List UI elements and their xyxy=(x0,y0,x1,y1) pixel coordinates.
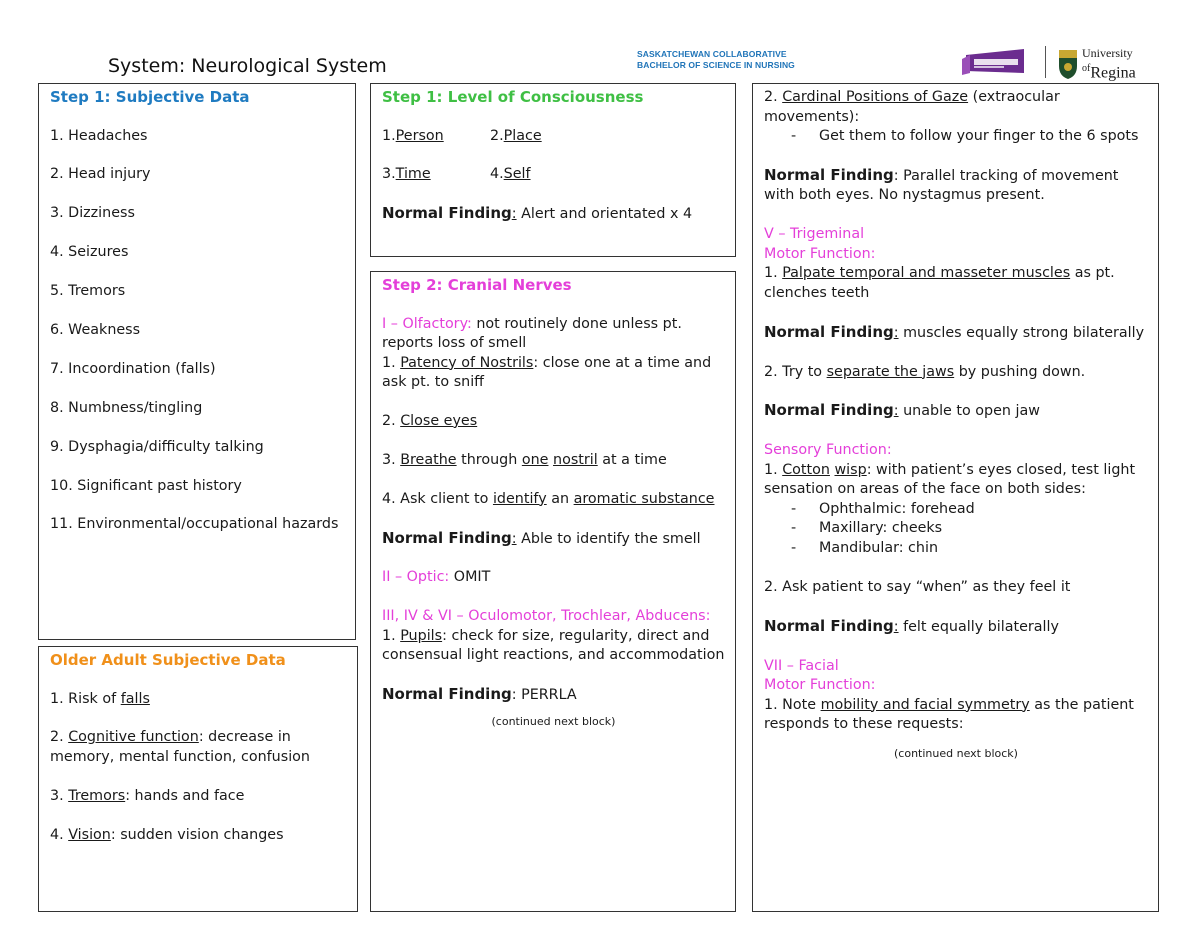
loc-nf-label: Normal Finding xyxy=(382,204,512,223)
olfactory-step-2-term: Close eyes xyxy=(400,412,478,429)
olfactory-step-1-num: 1. xyxy=(382,354,401,371)
loc-time-item xyxy=(382,165,490,185)
optic-label: II – Optic: xyxy=(382,569,450,586)
olfactory-step-4-term-2: aromatic substance xyxy=(573,490,715,507)
older-item-2-text: : decrease in memory, mental function, confusion xyxy=(50,729,310,765)
subjective-item: 11. Environmental/occupational hazards xyxy=(50,516,339,533)
gaze-dash: - xyxy=(791,128,797,144)
facial-step-1-text: as the patient responds to these requests: xyxy=(764,696,1134,733)
olfactory-label: I – Olfactory: xyxy=(382,315,472,332)
olfactory-step-4-num: 4. Ask client to xyxy=(382,490,493,507)
subjective-list xyxy=(50,127,345,535)
loc-place-num: 2. xyxy=(490,127,504,144)
consciousness-heading: Step 1: Level of Consciousness xyxy=(382,88,644,106)
consciousness-box xyxy=(370,83,736,257)
trigeminal-nf-1-text: muscles equally strong bilaterally xyxy=(898,324,1145,341)
uofr-line-2 xyxy=(1082,61,1136,80)
program-line-1: SASKATCHEWAN COLLABORATIVE xyxy=(637,49,787,59)
older-item-1-num: 1. Risk of xyxy=(50,690,121,707)
sensory-bullet xyxy=(764,539,1148,559)
sensory-bullet xyxy=(764,519,1148,539)
pupils-normal-finding xyxy=(382,685,725,706)
subjective-item: 6. Weakness xyxy=(50,321,141,338)
trigeminal-nf-2-text: unable to open jaw xyxy=(898,403,1040,420)
sensory-bullet-text: Maxillary: cheeks xyxy=(819,520,943,537)
optic-line xyxy=(382,568,725,588)
subjective-item: 3. Dizziness xyxy=(50,205,135,222)
trigeminal-nf-2 xyxy=(764,401,1148,422)
loc-nf-text: Alert and orientated x 4 xyxy=(516,206,693,223)
older-item-2-num: 2. xyxy=(50,729,69,746)
older-item-3 xyxy=(50,787,347,807)
olfactory-nf-label: Normal Finding xyxy=(382,528,512,547)
olfactory-step-3-term-2: one xyxy=(521,451,549,468)
loc-self-num: 4. xyxy=(490,166,504,183)
olfactory-step-4 xyxy=(382,490,725,510)
olfactory-step-3 xyxy=(382,451,725,471)
olfactory-intro xyxy=(382,315,725,354)
sensory-bullet-text: Mandibular: chin xyxy=(819,539,939,556)
subjective-item: 1. Headaches xyxy=(50,127,148,144)
gaze-nf-label: Normal Finding xyxy=(764,165,894,184)
subjective-item: 10. Significant past history xyxy=(50,477,242,494)
sensory-bullet-dash: - xyxy=(791,500,797,517)
subjective-item: 7. Incoordination (falls) xyxy=(50,360,216,377)
loc-time: Time xyxy=(395,166,431,183)
trigeminal-step-2 xyxy=(764,363,1148,383)
olfactory-nf-text: Able to identify the smell xyxy=(516,530,701,547)
pupils-term: Pupils xyxy=(400,627,443,644)
sensory-bullet xyxy=(764,500,1148,520)
trigeminal-step-1-num: 1. xyxy=(764,265,783,282)
uofr-of: of xyxy=(1082,63,1091,74)
olfactory-step-3-text-1: through xyxy=(456,451,522,468)
gaze-num: 2. xyxy=(764,89,783,105)
trigeminal-step-2-term: separate the jaws xyxy=(826,363,955,380)
subjective-item: 4. Seizures xyxy=(50,244,129,261)
olfactory-step-1 xyxy=(382,354,725,393)
trigeminal-step-2-text: by pushing down. xyxy=(954,363,1086,380)
trigeminal-nf-2-label: Normal Finding xyxy=(764,401,894,420)
loc-row-1 xyxy=(382,127,725,147)
loc-self-item xyxy=(490,165,531,185)
facial-label: VII – Facial xyxy=(764,657,839,674)
sensory-step-2: 2. Ask patient to say “when” as they feel it xyxy=(764,578,1071,595)
gaze-bullet xyxy=(764,127,1148,147)
olfactory-step-3-term-3: nostril xyxy=(553,451,598,468)
gaze-normal-finding xyxy=(764,166,1148,206)
facial-step-1 xyxy=(764,696,1148,735)
pupils-text: : check for size, regularity, direct and consensual light reactions, and accommodation xyxy=(382,627,725,664)
oculomotor-label: III, IV & VI – Oculomotor, Trochlear, Abducens: xyxy=(382,608,711,625)
olfactory-step-2-num: 2. xyxy=(382,412,401,429)
sensory-step-1-term-1: Cotton xyxy=(782,461,830,478)
sensory-bullets xyxy=(764,500,1148,559)
sensory-step-1 xyxy=(764,461,1148,500)
older-item-1 xyxy=(50,690,347,710)
sensory-bullet-text: Ophthalmic: forehead xyxy=(819,500,975,517)
loc-nf-colon: : xyxy=(511,206,517,223)
sensory-nf-colon: : xyxy=(893,618,899,635)
loc-person-num: 1. xyxy=(382,127,396,144)
facial-motor-label: Motor Function: xyxy=(764,677,876,694)
olfactory-step-2 xyxy=(382,412,725,432)
olfactory-nf-colon: : xyxy=(511,530,517,547)
saskpolytech-logo-icon xyxy=(962,45,1032,77)
trigeminal-step-2-num: 2. Try to xyxy=(764,363,827,380)
older-item-1-term: falls xyxy=(120,690,150,707)
olfactory-step-3-term-1: Breathe xyxy=(400,451,457,468)
sensory-step-1-term-2: wisp xyxy=(834,461,867,478)
loc-row-2 xyxy=(382,165,725,185)
older-item-4-term: Vision xyxy=(68,826,111,843)
older-item-3-num: 3. xyxy=(50,787,69,804)
facial-step-1-num: 1. Note xyxy=(764,696,821,713)
sensory-step-1-text: : with patient’s eyes closed, test light sensation on areas of the face on both sides: xyxy=(764,461,1136,498)
subjective-item: 8. Numbness/tingling xyxy=(50,399,203,416)
older-item-2 xyxy=(50,728,347,767)
older-item-3-text: : hands and face xyxy=(125,787,245,804)
pupils-num: 1. xyxy=(382,627,401,644)
sensory-bullet-dash: - xyxy=(791,539,797,556)
sensory-bullet-dash: - xyxy=(791,520,797,537)
olfactory-step-1-term: Patency of Nostrils xyxy=(400,354,534,371)
older-item-4-text: : sudden vision changes xyxy=(110,826,284,843)
olfactory-step-3-text-2: at a time xyxy=(597,451,667,468)
sensory-label: Sensory Function: xyxy=(764,442,892,459)
trigeminal-label: V – Trigeminal xyxy=(764,226,865,243)
trigeminal-nf-1-label: Normal Finding xyxy=(764,322,894,341)
loc-normal-finding xyxy=(382,204,725,225)
olfactory-step-4-term-1: identify xyxy=(492,490,547,507)
loc-place: Place xyxy=(503,127,542,144)
sensory-nf-text: felt equally bilaterally xyxy=(898,618,1059,635)
continued-note: (continued next block) xyxy=(894,746,1018,760)
subjective-heading: Step 1: Subjective Data xyxy=(50,88,250,106)
sensory-nf-label: Normal Finding xyxy=(764,616,894,635)
uofr-line-1: University xyxy=(1082,46,1133,60)
pupils-step xyxy=(382,627,725,666)
older-adult-heading: Older Adult Subjective Data xyxy=(50,651,286,669)
loc-place-item xyxy=(490,127,542,147)
older-item-4-num: 4. xyxy=(50,826,69,843)
subjective-data-box xyxy=(38,83,356,640)
older-item-2-term: Cognitive function xyxy=(68,729,199,746)
gaze-nf-text: : Parallel tracking of movement with both eyes. No nystagmus present. xyxy=(764,167,1119,204)
older-adult-box xyxy=(38,646,358,912)
sensory-step-1-num: 1. xyxy=(764,461,783,478)
loc-self: Self xyxy=(503,166,531,183)
cranial-nerves-box xyxy=(370,271,736,912)
older-item-3-term: Tremors xyxy=(68,787,126,804)
cranial-heading: Step 2: Cranial Nerves xyxy=(382,276,572,294)
trigeminal-step-1-term: Palpate temporal and masseter muscles xyxy=(782,265,1071,282)
olfactory-step-1-text: : close one at a time and ask pt. to sniff xyxy=(382,354,712,390)
subjective-item: 2. Head injury xyxy=(50,166,151,183)
trigeminal-step-1 xyxy=(764,264,1148,303)
gaze-bullet-text: Get them to follow your finger to the 6 spots xyxy=(819,128,1139,144)
page-title: System: Neurological System xyxy=(108,55,387,77)
facial-step-1-term: mobility and facial symmetry xyxy=(820,696,1030,713)
optic-text: OMIT xyxy=(449,569,491,586)
olfactory-step-3-num: 3. xyxy=(382,451,401,468)
loc-person: Person xyxy=(395,127,444,144)
uofr-regina: Regina xyxy=(1090,64,1136,82)
trigeminal-motor-label: Motor Function: xyxy=(764,245,876,262)
gaze-text: (extraocular movements): xyxy=(764,89,1060,125)
gaze-term: Cardinal Positions of Gaze xyxy=(782,89,969,105)
logo-divider xyxy=(1045,46,1046,78)
gaze-step xyxy=(764,88,1148,127)
continued-note: (continued next block) xyxy=(491,714,616,728)
trigeminal-nf-1-colon: : xyxy=(893,324,899,341)
subjective-item: 9. Dysphagia/difficulty talking xyxy=(50,438,264,455)
cranial-continued-box xyxy=(752,83,1159,912)
program-name xyxy=(637,49,795,71)
pupils-nf-label: Normal Finding xyxy=(382,685,512,704)
program-line-2: BACHELOR OF SCIENCE IN NURSING xyxy=(637,60,795,70)
pupils-nf-text: : PERRLA xyxy=(511,687,577,704)
trigeminal-nf-2-colon: : xyxy=(893,403,899,420)
sensory-normal-finding xyxy=(764,617,1148,638)
loc-time-num: 3. xyxy=(382,166,396,183)
older-item-4 xyxy=(50,826,347,846)
loc-person-item xyxy=(382,127,490,147)
trigeminal-nf-1 xyxy=(764,323,1148,344)
university-of-regina-wordmark xyxy=(1082,46,1136,80)
olfactory-normal-finding xyxy=(382,529,725,550)
olfactory-text: not routinely done unless pt. reports loss of smell xyxy=(382,315,682,351)
subjective-item: 5. Tremors xyxy=(50,283,126,300)
trigeminal-step-1-text: as pt. clenches teeth xyxy=(764,265,1115,301)
olfactory-step-4-text: an xyxy=(546,490,574,507)
